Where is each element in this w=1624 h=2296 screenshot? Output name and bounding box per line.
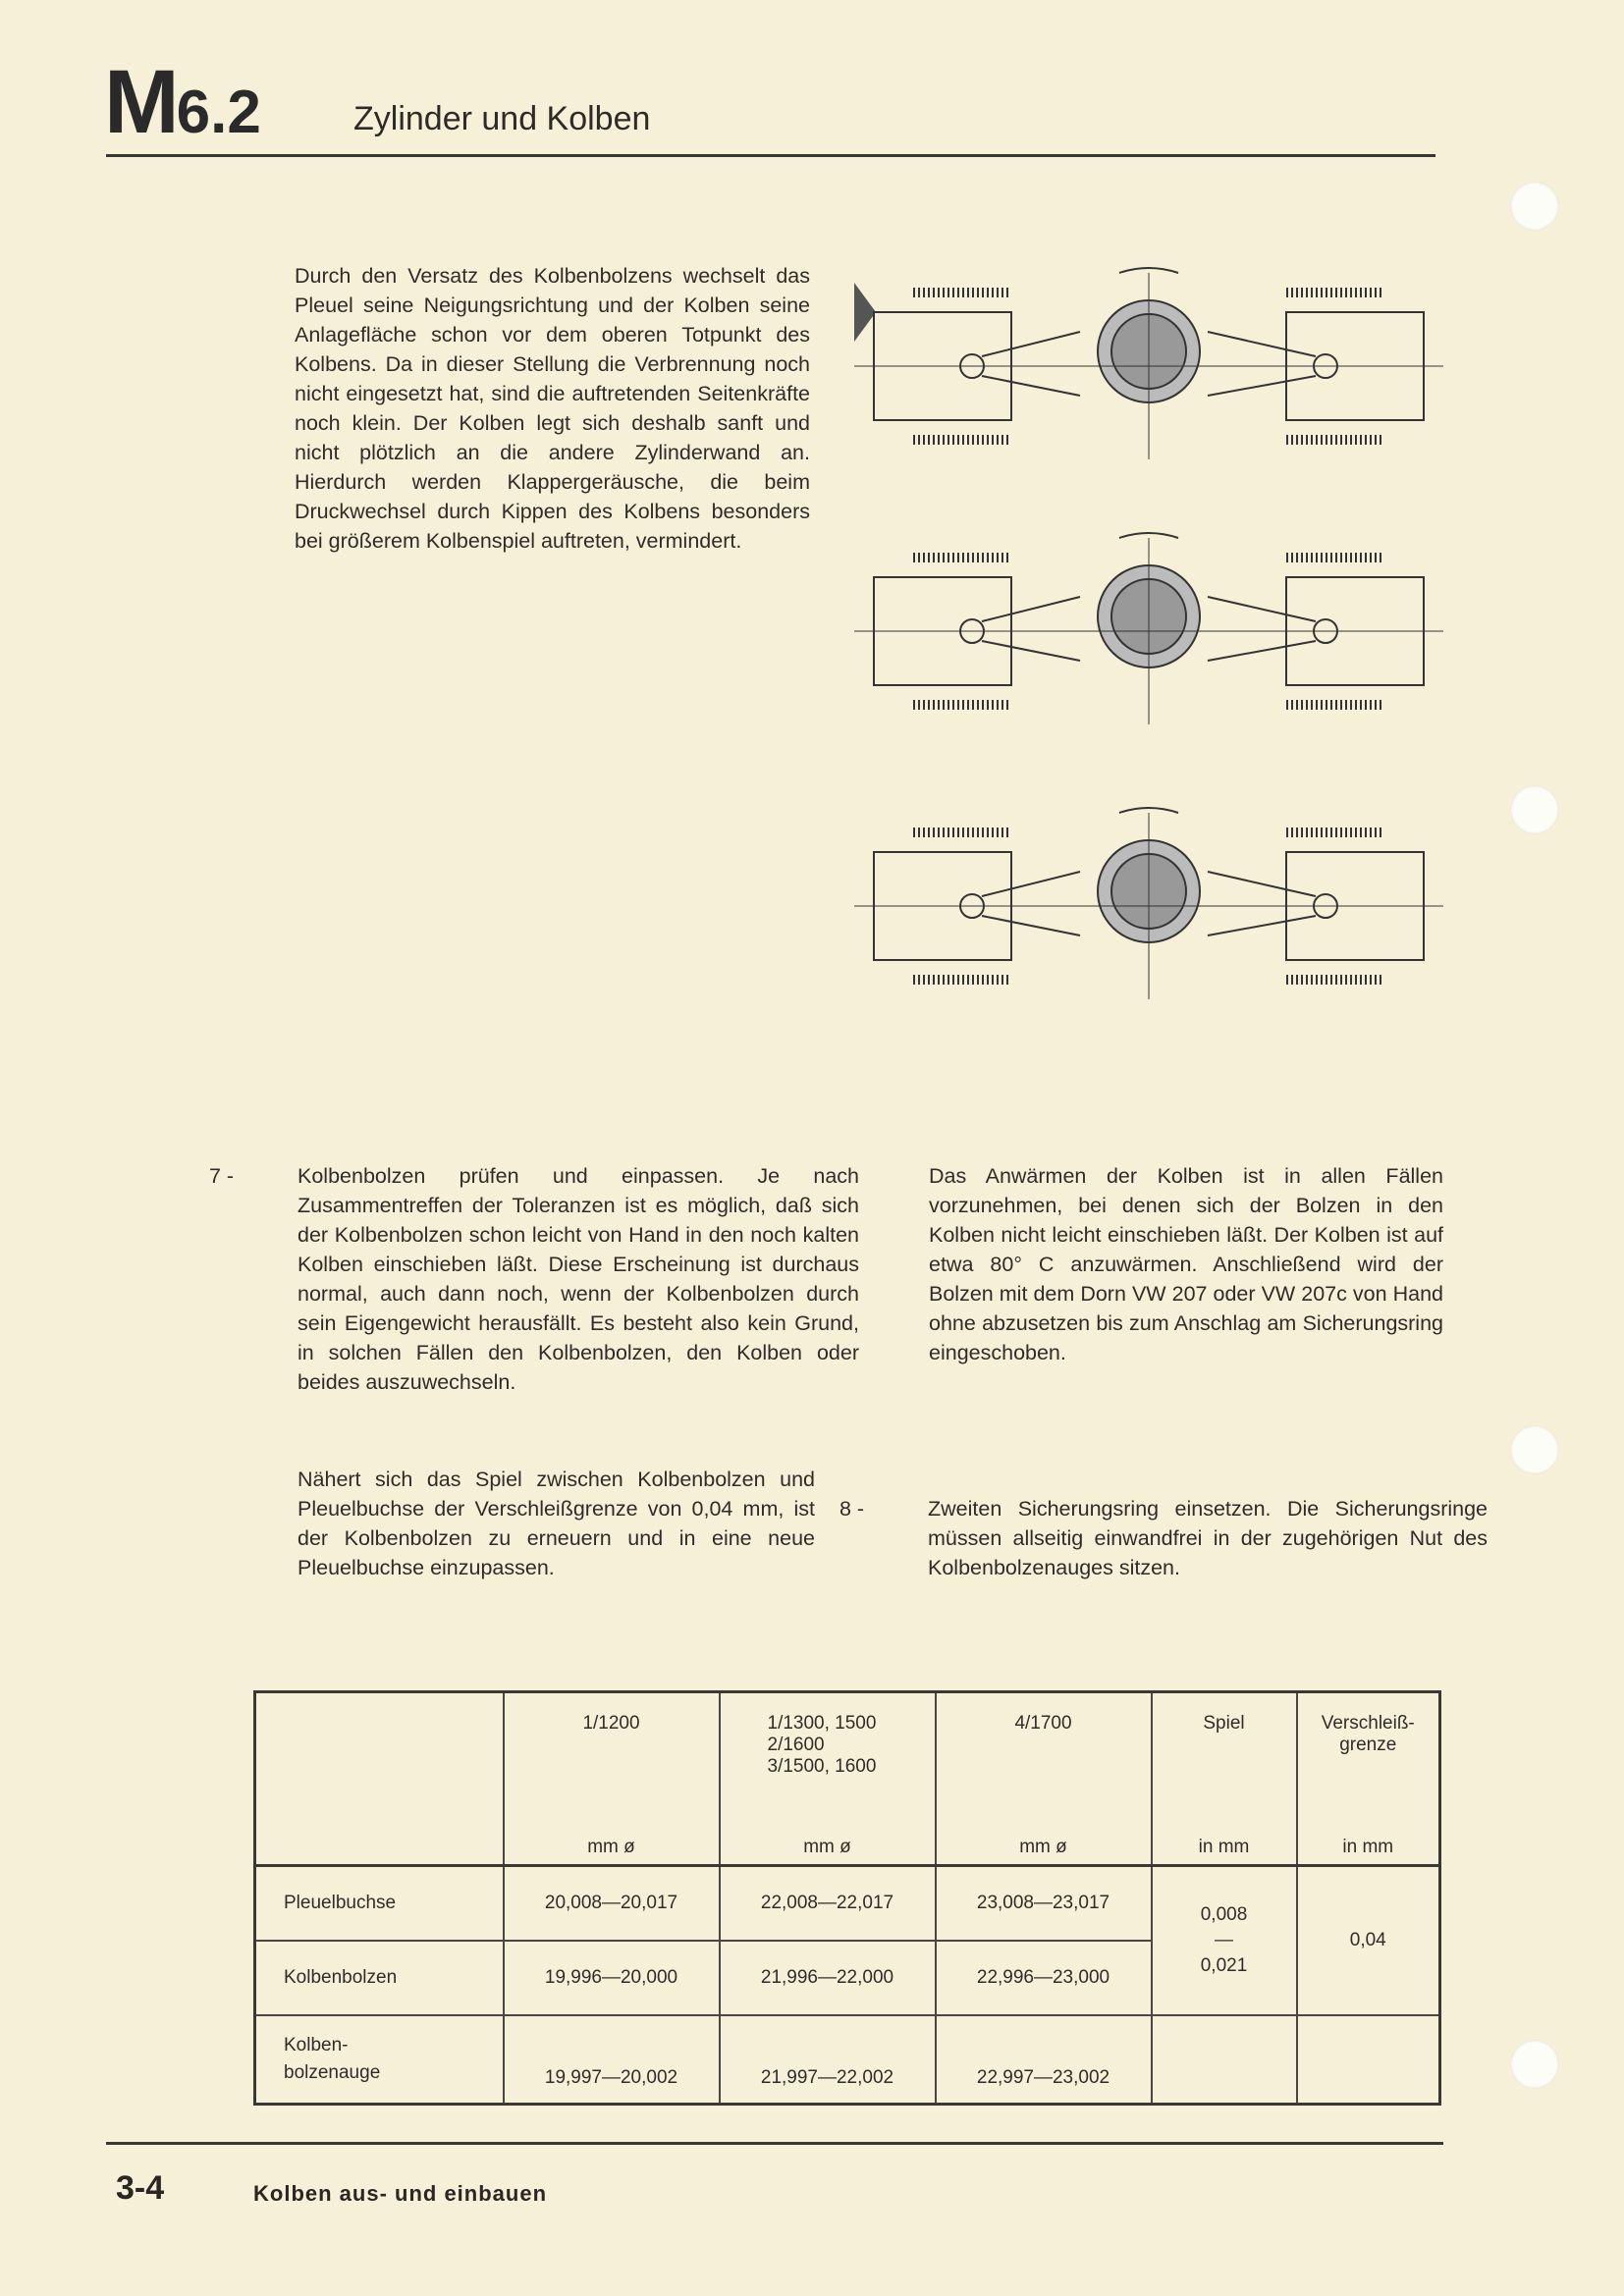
table-cell: 19,996—20,000: [504, 1941, 720, 2015]
footer-rule: [106, 2142, 1443, 2145]
step-8: [839, 1494, 1488, 1582]
row-label: Pleuelbuchse: [255, 1866, 504, 1942]
step-number: 8 -: [839, 1497, 865, 1521]
table-cell: 21,997—22,002: [720, 2015, 936, 2105]
table-cell: 22,996—23,000: [936, 1941, 1152, 2015]
header-cell: 1/1200: [504, 1692, 720, 1824]
header-cell: 1/1300, 1500 2/1600 3/1500, 1600: [720, 1692, 936, 1824]
page-number: 3-4: [116, 2169, 165, 2207]
step-8-text: Zweiten Sicherungsring einsetzen. Die Sicherungsringe müssen allseitig einwandfrei in der zugehörigen Nut des Kolbenbolzenauges sitzen.: [928, 1497, 1488, 1579]
intro-paragraph: Durch den Versatz des Kolbenbolzens wechselt das Pleuel seine Neigungsrichtung und der Kolben seine Anlagefläche schon vor dem oberen Totpunkt des Kolbens. Da in dieser Stellung die Verbrennung noch nicht eingesetzt hat, sind die auftretenden Seitenkräfte noch klein. Der Kolben legt sich deshalb sanft und nicht plötzlich an die andere Zylinderwand an. Hierdurch werden Klappergeräusche, die beim Druckwechsel durch Kippen des Kolbens besonders bei größerem Kolbenspiel auftreten, vermindert.: [295, 264, 810, 553]
unit-cell: in mm: [1152, 1823, 1297, 1866]
unit-cell: in mm: [1297, 1823, 1440, 1866]
footer-title: Kolben aus- und einbauen: [253, 2181, 548, 2206]
punch-hole: [1510, 182, 1559, 231]
table-cell: 22,008—22,017: [720, 1866, 936, 1942]
table-header-row: [255, 1692, 1440, 1824]
unit-cell: mm ø: [936, 1823, 1152, 1866]
page-title: Zylinder und Kolben: [353, 100, 651, 137]
step-7-text: Kolbenbolzen prüfen und einpassen. Je nach Zusammentreffen der Toleranzen ist es möglich, daß sich der Kolbenbolzen schon leicht von Hand in den noch kalten Kolben einschieben läßt. Diese Erscheinung ist durchaus normal, auch dann noch, wenn der Kolbenbolzen durch sein Eigengewicht herausfällt. Es besteht also kein Grund, in solchen Fällen den Kolbenbolzen, den Kolben oder beides auszuwechseln.: [298, 1164, 859, 1394]
table-cell: 20,008—20,017: [504, 1866, 720, 1942]
spiel-cell: 0,008 — 0,021: [1152, 1866, 1297, 2016]
header-cell: 4/1700: [936, 1692, 1152, 1824]
piston-diagram: [854, 253, 1443, 1058]
table-cell: 19,997—20,002: [504, 2015, 720, 2105]
tolerance-table: [253, 1690, 1441, 2106]
header-cell: [255, 1692, 504, 1824]
table-cell-empty: [1152, 2015, 1297, 2105]
table-row: [255, 1866, 1440, 1942]
table-cell: 22,997—23,002: [936, 2015, 1152, 2105]
table-cell: 23,008—23,017: [936, 1866, 1152, 1942]
step-7: [209, 1161, 859, 1397]
header-cell: Verschleiß- grenze: [1297, 1692, 1440, 1824]
step-7-note: Nähert sich das Spiel zwischen Kolbenbolzen und Pleuelbuchse der Verschleißgrenze von 0,04 mm, ist der Kolbenbolzen zu erneuern und in eine neue Pleuelbuchse einzupassen.: [298, 1468, 815, 1579]
punch-hole: [1510, 1425, 1559, 1474]
section-code-number: 6.2: [176, 79, 261, 146]
header-rule: [106, 154, 1435, 157]
table-cell-empty: [1297, 2015, 1440, 2105]
table-cell: 21,996—22,000: [720, 1941, 936, 2015]
limit-cell: 0,04: [1297, 1866, 1440, 2016]
unit-cell: mm ø: [720, 1823, 936, 1866]
row-label: Kolbenbolzen: [255, 1941, 504, 2015]
punch-hole: [1510, 785, 1559, 834]
heating-paragraph: Das Anwärmen der Kolben ist in allen Fällen vorzunehmen, bei denen sich der Bolzen in den Kolben nicht leicht einschieben läßt. Der Kolben ist auf etwa 80° C anzuwärmen. Anschließend wird der Bolzen mit dem Dorn VW 207 oder VW 207c von Hand ohne abzusetzen bis zum Anschlag am Sicherungsring eingeschoben.: [929, 1164, 1443, 1364]
table-unit-row: [255, 1823, 1440, 1866]
punch-hole: [1510, 2040, 1559, 2089]
section-code: [104, 51, 261, 154]
section-code-letter: M: [104, 52, 177, 152]
step-number: 7 -: [209, 1164, 235, 1188]
row-label: Kolben- bolzenauge: [255, 2015, 504, 2105]
header-cell: Spiel: [1152, 1692, 1297, 1824]
arrow-marker-icon: [854, 283, 876, 342]
table-row: [255, 2015, 1440, 2105]
unit-cell: mm ø: [504, 1823, 720, 1866]
unit-cell: [255, 1823, 504, 1866]
